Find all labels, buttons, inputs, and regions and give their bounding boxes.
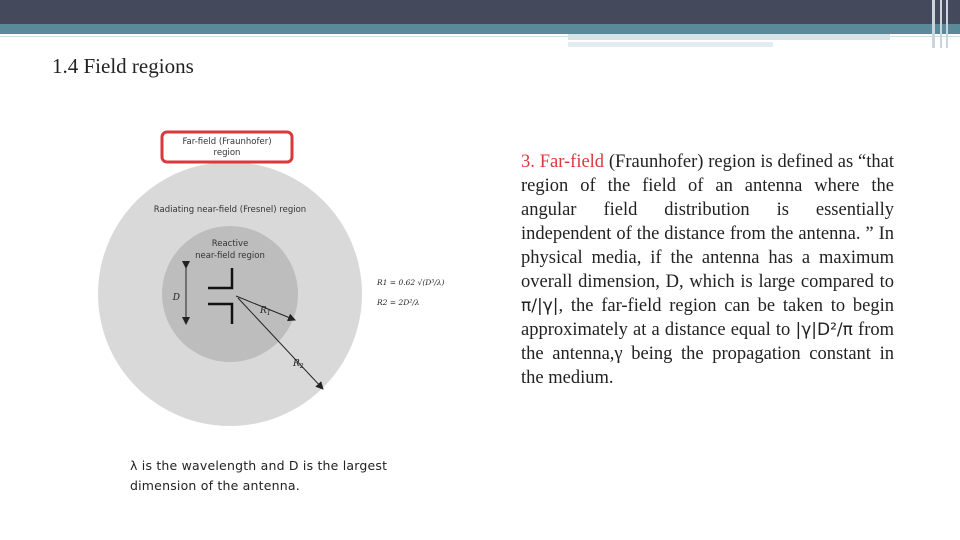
definition-text-3: from the antenna,γ being the propagation constant in the medium. — [521, 320, 895, 388]
far-field-label-line1: Far-field (Fraunhofer) — [182, 137, 272, 147]
header-accent-line-short — [568, 42, 773, 47]
math-gamma-d-squared: |γ|D²/π — [795, 320, 853, 340]
corner-bar — [940, 0, 942, 48]
r2-label: $R_2$ — [293, 359, 304, 370]
far-field-term: 3. Far-field — [521, 152, 605, 172]
corner-bar — [932, 0, 935, 48]
far-field-definition — [521, 150, 894, 390]
header-accent-line — [568, 34, 890, 40]
radiating-region-label: Radiating near-field (Fresnel) region — [153, 205, 307, 215]
top-accent-strip — [0, 24, 960, 34]
slide-title: 1.4 Field regions — [52, 54, 194, 78]
r1-equation: R1 = 0.62 √(D³/λ) — [377, 278, 445, 287]
d-label: D — [172, 293, 180, 303]
math-pi-over-gamma: π/|γ| — [521, 296, 559, 316]
corner-bar — [946, 0, 948, 48]
reactive-region-label-2: near-field region — [195, 251, 265, 261]
definition-text-1: (Fraunhofer) region is defined as “that region of the field of an antenna where the angular field distribution is essentially independent of the distance from the antenna. ” In physical media, if the antenna has a maximum overall dimension, D, which is large compared to — [521, 152, 894, 292]
reactive-region-label-1: Reactive — [211, 239, 249, 249]
definition-text-2: , the far-field region can be taken to begin approximately at a distance equal to — [521, 296, 894, 340]
r2-equation: R2 = 2D²/λ — [377, 298, 420, 307]
diagram-caption: λ is the wavelength and D is the largest dimension of the antenna. — [130, 458, 388, 493]
r1-label: $R_1$ — [260, 306, 271, 317]
field-regions-diagram — [90, 120, 480, 440]
top-bar — [0, 0, 960, 24]
far-field-label-line2: region — [213, 148, 241, 158]
